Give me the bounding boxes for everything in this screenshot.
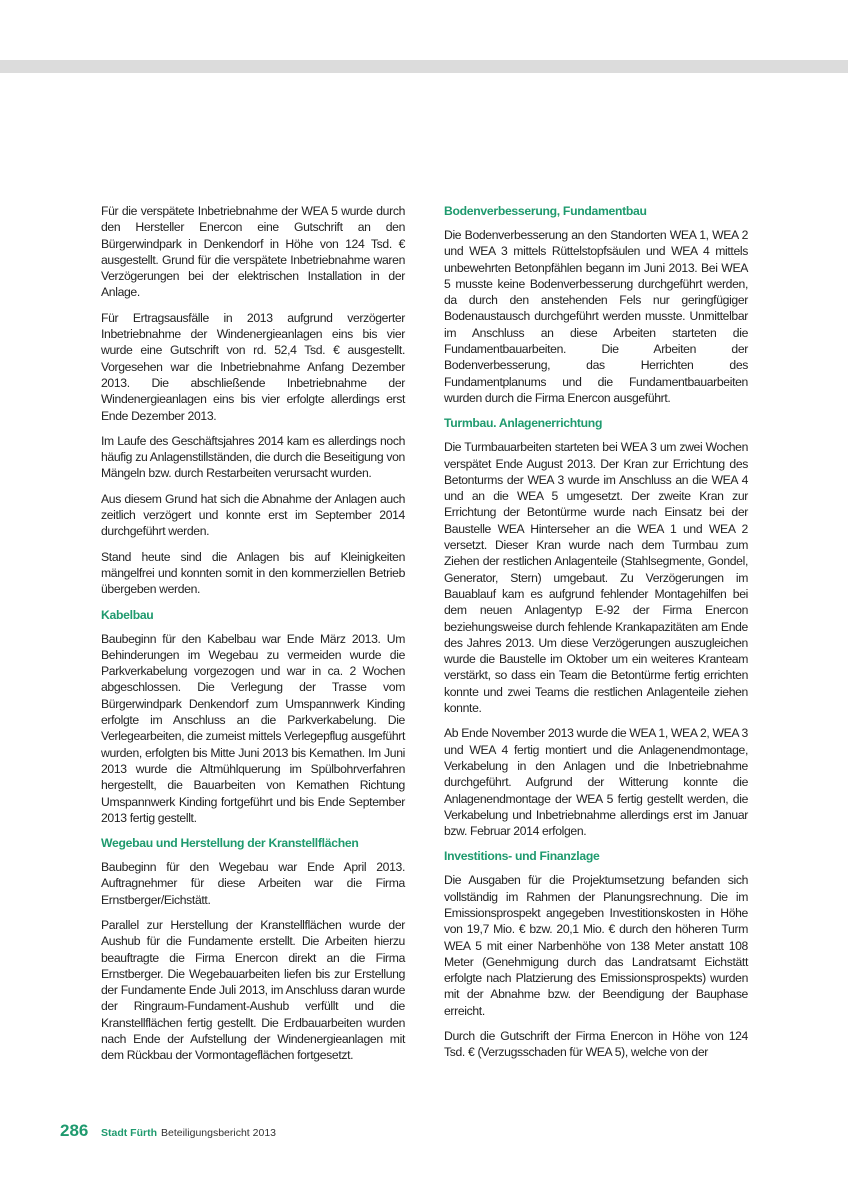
paragraph: Baubeginn für den Kabelbau war Ende März 2013. Um Behinderungen im Wegebau zu vermeiden wurde die Parkverkabelung vorgezogen und war in ca. 2 Wochen abgeschlossen. Die Verlegung der Trasse vom Bürgerwindpark Denkendorf zum Umspannwerk Kinding erfolgte im Anschluss an die Parkverkabelung. Die Verlegearbeiten, die zumeist mittels Verlegepflug ausgeführt wurden, erfolgten bis Mitte Juni 2013 bis Kemathen. Im Juni 2013 wurde die Altmühlquerung im Spülbohrverfahren hergestellt, die Bauarbeiten von Kemathen Richtung Umspannwerk Kinding fortgeführt und bis Ende September 2013 fertig gestellt.	[101, 631, 405, 825]
section-heading: Turmbau. Anlagenerrichtung	[444, 416, 603, 431]
section-heading: Kabelbau	[101, 607, 154, 622]
section-heading: Wegebau und Herstellung der Kranstellflächen	[101, 836, 359, 851]
page-footer	[60, 1121, 276, 1141]
paragraph: Die Bodenverbesserung an den Standorten WEA 1, WEA 2 und WEA 3 mittels Rüttelstopfsäulen und WEA 4 mittels unbewehrten Betonpfählen begann im Juni 2013. Bei WEA 5 musste keine Bodenverbesserung durchgeführt werden, da durch den anstehenden Fels nur geringfügiger Bodenaustausch durchgeführt werden musste. Unmittelbar im Anschluss an diese Arbeiten starteten die Fundamentbauarbeiten. Die Arbeiten der Bodenverbesserung, das Herrichten des Fundamentplanums und die Fundamentbauarbeiten wurden durch die Firma Enercon ausgeführt.	[444, 228, 748, 405]
section-heading: Bodenverbesserung, Fundamentbau	[444, 204, 647, 218]
paragraph: Stand heute sind die Anlagen bis auf Kleinigkeiten mängelfrei und konnten somit in den kommerziellen Betrieb übergeben werden.	[101, 549, 405, 597]
paragraph: Ab Ende November 2013 wurde die WEA 1, WEA 2, WEA 3 und WEA 4 fertig montiert und die Anlagenendmontage, Verkabelung in den Anlagen und die Inbetriebnahme durchgeführt. Aufgrund der Witterung konnte die Anlagenendmontage der WEA 5 fertig gestellt werden, die Verkabelung und Inbetriebnahme allerdings erst im Januar bzw. Februar 2014 erfolgen.	[444, 726, 748, 839]
paragraph: Die Turmbauarbeiten starteten bei WEA 3 um zwei Wochen verspätet Ende August 2013. Der Kran zur Errichtung des Betonturms der WEA 3 wurde im Anschluss an die WEA 4 und an die WEA 5 umgesetzt. Der zweite Kran zur Errichtung der Betontürme wurde nach Einsatz bei der Baustelle WEA Hinterseher an die WEA 1 und WEA 2 versetzt. Dieser Kran wurde nach dem Turmbau zum Ziehen der restlichen Anlagenteile (Stahlsegmente, Gondel, Generator, Stern) umgebaut. Zu Verzögerungen im Bauablauf kam es aufgrund fehlender Montagehilfen bei dem neuen Anlagentyp E-92 der Firma Enercon beziehungsweise durch fehlende Krankapazitäten am Ende des Jahres 2013. Um diese Verzögerungen auszugleichen wurde die Baustelle im Oktober um ein weiteres Kranteam verstärkt, so dass ein Team die Betontürme fertig errichten konnte und zwei Teams die restlichen Anlagenteile ziehen konnte.	[444, 440, 748, 716]
paragraph: Die Ausgaben für die Projektumsetzung befanden sich vollständig im Rahmen der Planungsrechnung. Die im Emissionsprospekt angegeben Investitionskosten in Höhe von 19,7 Mio. € bzw. 20,1 Mio. € durch den höheren Turm WEA 5 mit einer Narbenhöhe von 138 Meter anstatt 108 Meter (Genehmigung durch das Landratsamt Eichstätt erfolgte nach Platzierung des Emissionsprospekts) wurden mit der Abnahme bzw. der Beendigung der Bauphase erreicht.	[444, 873, 748, 1018]
paragraph: Parallel zur Herstellung der Kranstellflächen wurde der Aushub für die Fundamente erstellt. Die Arbeiten hierzu beauftragte die Firma Enercon direkt an die Firma Ernstberger. Die Wegebauarbeiten liefen bis zur Erstellung der Fundamente Ende Juli 2013, im Anschluss daran wurde der Ringraum-Fundament-Aushub verfüllt und die Kranstellflächen fertig gestellt. Die Erdbauarbeiten wurden nach Ende der Aufstellung der Windenergieanlagen mit dem Rückbau der Vormontageflächen fortgesetzt.	[101, 917, 405, 1063]
footer-brand: Stadt Fürth	[101, 1127, 157, 1139]
paragraph: Für die verspätete Inbetriebnahme der WEA 5 wurde durch den Hersteller Enercon eine Gutschrift an den Bürgerwindpark in Denkendorf in Höhe von 124 Tsd. € ausgestellt. Grund für die verspätete Inbetriebnahme waren Verzögerungen bei der elektrischen Installation in der Anlage.	[101, 204, 405, 300]
paragraph: Durch die Gutschrift der Firma Enercon in Höhe von 124 Tsd. € (Verzugsschaden für WEA 5), welche von der	[444, 1029, 748, 1060]
section-heading: Investitions- und Finanzlage	[444, 849, 600, 864]
paragraph: Aus diesem Grund hat sich die Abnahme der Anlagen auch zeitlich verzögert und konnte erst im September 2014 durchgeführt werden.	[101, 491, 405, 539]
left-column	[101, 203, 405, 1073]
paragraph: Im Laufe des Geschäftsjahres 2014 kam es allerdings noch häufig zu Anlagenstillständen, die durch die Beseitigung von Mängeln bzw. durch Restarbeiten verursacht wurden.	[101, 433, 405, 481]
paragraph: Baubeginn für den Wegebau war Ende April 2013. Auftragnehmer für diese Arbeiten war die Firma Ernstberger/Eichstätt.	[101, 860, 405, 907]
right-column	[444, 203, 748, 1070]
footer-title: Beteiligungsbericht 2013	[161, 1127, 276, 1139]
paragraph: Für Ertragsausfälle in 2013 aufgrund verzögerter Inbetriebnahme der Windenergieanlagen eins bis vier wurde eine Gutschrift von rd. 52,4 Tsd. € ausgestellt. Vorgesehen war die Inbetriebnahme Anfang Dezember 2013. Die abschließende Inbetriebnahme der Windenergieanlagen eins bis vier erfolgte allerdings erst Ende Dezember 2013.	[101, 310, 405, 423]
page-number: 286	[60, 1121, 89, 1140]
top-gray-bar	[0, 60, 848, 73]
